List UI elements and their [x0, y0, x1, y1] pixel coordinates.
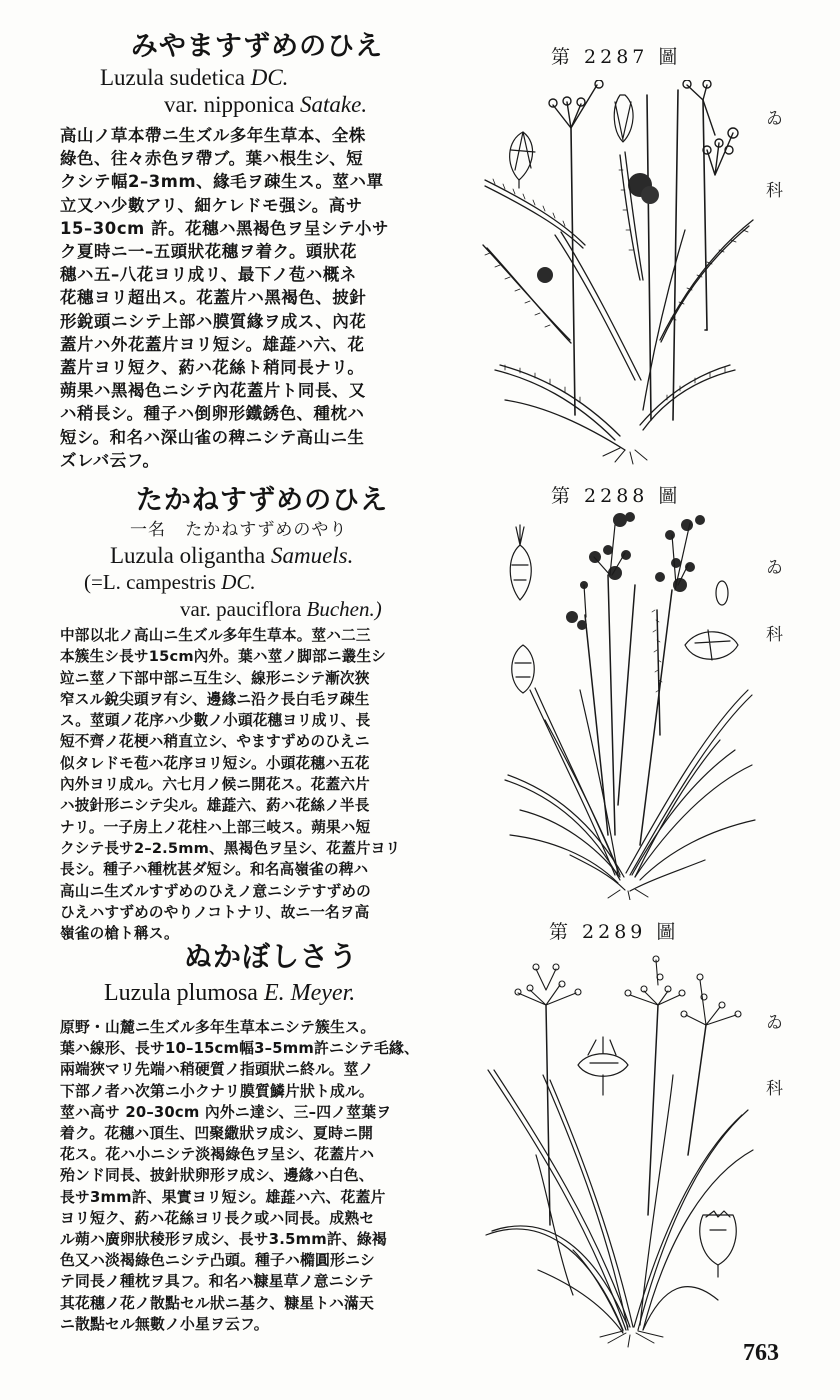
description	[60, 625, 492, 944]
scientific-name: Luzula sudetica DC.	[100, 65, 289, 90]
description-line: 長サ3mm許、果實ヨリ短シ。雄蕋ハ六、花蓋片	[60, 1188, 386, 1206]
description-line: ク夏時ニ一–五頭狀花穗ヲ着ク。頭狀花	[60, 242, 357, 262]
description-line: 窄スル銳尖頭ヲ有シ、邊緣ニ沿ク長白毛ヲ疎生	[60, 690, 370, 708]
entry-2287	[62, 30, 492, 472]
description-line: ニ散點セル無數ノ小星ヲ云フ。	[60, 1315, 269, 1333]
japanese-name: みやますずめのひえ	[130, 31, 384, 62]
description-line: ル蒴ハ廣卵狀稜形ヲ成シ、長サ3.5mm許、綠褐	[60, 1231, 387, 1249]
description-line: 蒴果ハ黑褐色ニシテ內花蓋片ト同長、又	[60, 381, 366, 401]
family-marker-kanji: 科	[766, 625, 783, 645]
author-citation: DC.	[250, 65, 289, 90]
description-line: 高山ノ草本帶ニ生ズル多年生草本、全株	[60, 126, 366, 145]
description-line: 殆ンド同長、披針狀卵形ヲ成シ、邊緣ハ白色、	[60, 1167, 374, 1185]
figure-label-2288: 第 2288 圖	[551, 485, 682, 507]
family-marker-kanji: 科	[766, 1079, 783, 1099]
description-line: 葉ハ線形、長サ10–15cm幅3–5mm許ニシテ毛緣、	[60, 1040, 419, 1058]
luzula-plumosa-illustration	[478, 955, 768, 1350]
description-line: 兩端狹マリ先端ハ稍硬質ノ指頭狀ニ終ル。莖ノ	[60, 1061, 374, 1079]
description-line: ナリ。一子房上ノ花柱ハ上部三岐ス。蒴果ハ短	[60, 818, 371, 836]
family-marker-kana: ゐ	[766, 1013, 783, 1033]
alternate-name: 一名 たかねすずめのやり	[130, 520, 348, 540]
description-line: 色又ハ淡褐綠色ニシテ凸頭。種子ハ橢圓形ニシ	[60, 1252, 375, 1270]
description-line: ヨリ短ク、葯ハ花絲ヨリ長ク或ハ同長。成熟セ	[60, 1209, 375, 1227]
description-line: 15–30cm 許。花穗ハ黑褐色ヲ呈シテ小サ	[60, 218, 389, 238]
description-line: 莖ハ高サ 20–30cm 內外ニ達シ、三–四ノ莖葉ヲ	[60, 1103, 392, 1121]
description-line: 內外ヨリ成ル。六七月ノ候ニ開花ス。花蓋六片	[60, 776, 370, 794]
flower-detail-inset	[510, 525, 738, 693]
inflorescence	[515, 956, 741, 1025]
author-citation: Satake.	[300, 92, 368, 117]
description-line: 花穗ヨリ超出ス。花蓋片ハ黑褐色、披針	[60, 288, 367, 308]
description-line: 下部ノ者ハ次第ニ小クナリ膜質鱗片狀ト成ル。	[60, 1082, 374, 1100]
description-line: 穗ハ五–八花ヨリ成リ、最下ノ苞ハ概ネ	[60, 265, 357, 285]
description	[60, 1017, 492, 1335]
scientific-name: Luzula oligantha Samuels.	[110, 543, 354, 568]
description-line: 長シ。種子ハ種枕甚ダ短シ。和名高嶺雀の稗ハ	[60, 861, 369, 879]
description-line: 着ク。花穗ハ頂生、凹聚繖狀ヲ成シ、夏時ニ開	[60, 1125, 374, 1143]
luzula-oligantha-illustration	[490, 505, 770, 900]
description-line: 蓋片ハ外花蓋片ヨリ短シ。雄蕋ハ六、花	[60, 334, 365, 354]
description-line: 綠色、往々赤色ヲ帶ブ。葉ハ根生シ、短	[60, 149, 364, 169]
description-line: ス。莖頭ノ花序ハ少數ノ小頭花穗ヨリ成リ、長	[60, 712, 371, 730]
description-line: ひえハすずめのやりノコトナリ、故ニ一名ヲ高	[60, 903, 370, 921]
description-line: 高山ニ生ズルすずめのひえノ意ニシテすずめの	[60, 882, 371, 900]
author-citation: Buchen.)	[306, 597, 382, 621]
description-line: 立又ハ少數アリ、細ケレドモ强シ。高サ	[60, 195, 363, 215]
description-line: クシテ幅2–3mm、緣毛ヲ疎生ス。莖ハ單	[60, 172, 384, 192]
entry-2289	[62, 940, 492, 1335]
family-marker-kana: ゐ	[766, 109, 783, 129]
description-line: 短不齊ノ花梗ハ稍直立シ、やますずめのひえニ	[60, 733, 370, 751]
description-line: 嶺雀の槍ト稱ス。	[60, 925, 179, 943]
description-line: 原野・山麓ニ生ズル多年生草本ニシテ簇生ス。	[60, 1019, 376, 1036]
description-line: 短シ。和名ハ深山雀の稗ニシテ高山ニ生	[60, 427, 365, 447]
description-line: 中部以北ノ高山ニ生ズル多年生草本。莖ハ二三	[60, 627, 371, 644]
author-citation: E. Meyer.	[263, 980, 356, 1006]
variety-name: var. pauciflora Buchen.)	[180, 597, 382, 621]
description	[60, 124, 492, 472]
description-line: クシテ長サ2–2.5mm、黑褐色ヲ呈シ、花蓋片ヨリ	[60, 839, 401, 857]
description-line: 其花穗ノ花ノ散點セル狀ニ基ク、糠星トハ滿天	[60, 1294, 375, 1312]
synonym: (=L. campestris DC.	[84, 570, 256, 594]
description-line: 竝ニ莖ノ下部中部ニ互生シ、線形ニシテ漸次狹	[60, 669, 370, 687]
japanese-name: ぬかぼしさう	[183, 940, 358, 973]
figure-label-2287: 第 2287 圖	[551, 46, 682, 68]
japanese-name: たかねすずめのひえ	[135, 485, 389, 516]
variety-name: var. nipponica Satake.	[164, 92, 368, 117]
description-line: 花ス。花ハ小ニシテ淡褐綠色ヲ呈シ、花蓋片ハ	[60, 1146, 375, 1164]
family-marker-kanji: 科	[766, 181, 783, 201]
description-line: 似タレドモ苞ハ花序ヨリ短シ。小頭花穗ハ五花	[60, 754, 370, 772]
description-line: ズレバ云フ。	[60, 450, 160, 470]
entry-2288	[62, 484, 492, 944]
description-line: 本簇生シ長サ15cm內外。葉ハ莖ノ脚部ニ叢生シ	[60, 648, 387, 666]
scientific-name: Luzula plumosa E. Meyer.	[104, 980, 356, 1006]
flower-cluster	[566, 512, 705, 630]
family-marker-kana: ゐ	[766, 558, 783, 578]
description-line: 蓋片ヨリ短ク、葯ハ花絲ト稍同長ナリ。	[60, 358, 365, 378]
description-line: ハ稍長シ。種子ハ倒卵形鐵銹色、種枕ハ	[60, 404, 365, 424]
description-line: ハ披針形ニシテ尖ル。雄蕋六、葯ハ花絲ノ半長	[60, 797, 370, 815]
description-line: 形銳頭ニシテ上部ハ膜質緣ヲ成ス、內花	[60, 311, 367, 331]
author-citation: Samuels.	[270, 543, 354, 568]
figure-label-2289: 第 2289 圖	[549, 921, 680, 943]
luzula-sudetica-illustration	[475, 80, 775, 465]
page-number: 763	[743, 1340, 779, 1366]
description-line: テ同長ノ種枕ヲ具フ。和名ハ糠星草ノ意ニシテ	[60, 1273, 374, 1291]
flower-detail-inset	[578, 1037, 736, 1277]
flower-detail-inset	[510, 132, 535, 188]
